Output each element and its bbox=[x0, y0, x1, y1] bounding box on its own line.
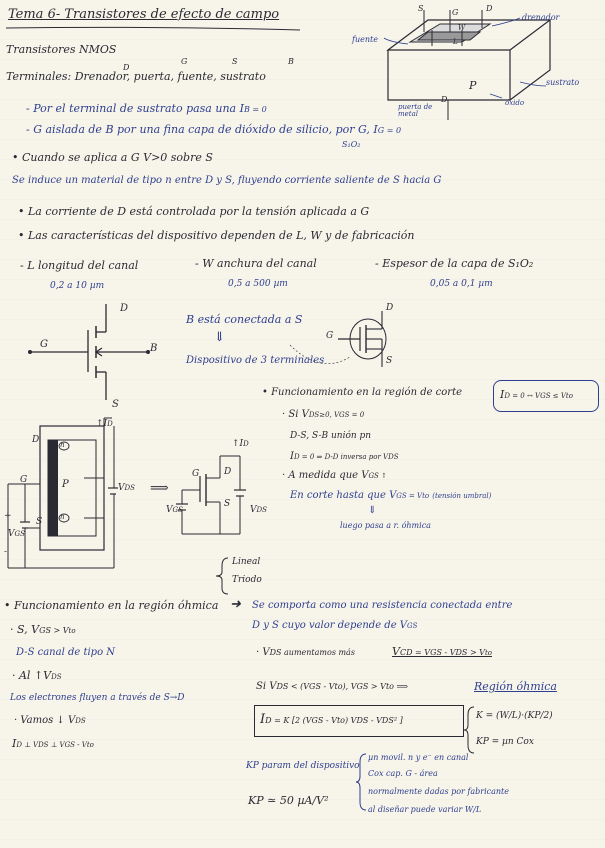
corriente-line: • La corriente de D está controlada por la tensión aplicada a G bbox=[18, 205, 370, 218]
sio2-label: S₁O₂ bbox=[342, 140, 361, 149]
corte-l1: · Si VDS≥0, VGS = 0 bbox=[282, 409, 365, 420]
bullet-sustrato: - Por el terminal de sustrato pasa una IB = 0 bbox=[26, 102, 267, 115]
kp-def: KP = µn Cox bbox=[476, 737, 534, 747]
ohmica-title: • Funcionamiento en la región óhmica bbox=[4, 599, 219, 612]
rc-s: S bbox=[224, 499, 231, 509]
circuit-n-bot: n bbox=[60, 513, 65, 521]
letter-b: B bbox=[288, 57, 294, 66]
fig-fuente: fuente bbox=[352, 35, 378, 44]
kp-brace bbox=[356, 752, 368, 812]
corte-luego: luego pasa a r. óhmica bbox=[340, 521, 431, 530]
circuit-vgs: VGS bbox=[8, 529, 25, 539]
vds-aumentamos: · VDS aumentamos más bbox=[256, 647, 355, 658]
arrow-down: ⇓ bbox=[214, 330, 225, 345]
corte-box-eq: ID = 0 ↔ VGS ≤ Vto bbox=[500, 388, 573, 401]
rc-vgs: VGS bbox=[166, 505, 183, 515]
param-w-range: 0,5 a 500 µm bbox=[228, 279, 288, 289]
fig-drenador: drenador bbox=[522, 13, 560, 22]
bullet-g-aislada: - G aislada de B por una fina capa de dióxido de silicio, por G, IG = 0 bbox=[26, 123, 402, 136]
ohmica-l5: · Vamos ↓ VDS bbox=[14, 715, 86, 726]
fig-d-bottom: D bbox=[441, 95, 448, 104]
fig-p: P bbox=[469, 79, 477, 92]
symbol-b: B bbox=[150, 343, 158, 354]
circuit-minus: - bbox=[4, 547, 8, 557]
ohmica-l6: ID ⊥ VDS ⊥ VGS - Vto bbox=[12, 737, 94, 750]
small-s: S bbox=[386, 356, 393, 366]
ohmica-desc1: Se comporta como una resistencia conectada entre bbox=[252, 600, 513, 611]
param-w: - W anchura del canal bbox=[195, 257, 317, 270]
caracteristicas-line: • Las características del dispositivo dependen de L, W y de fabricación bbox=[18, 229, 415, 242]
formula-id: ID = K [2 (VGS - Vto) VDS - VDS² ] bbox=[260, 712, 403, 727]
rc-id: ↑ID bbox=[232, 439, 249, 449]
rc-d: D bbox=[224, 467, 232, 477]
corte-l2: D-S, S-B unión pn bbox=[290, 431, 372, 441]
corte-title: • Funcionamiento en la región de corte bbox=[262, 387, 463, 398]
corte-l3: ID = 0 ⇒ D-D inversa por VDS bbox=[290, 451, 399, 462]
kp-note-1: µn movil. n y e⁻ en canal bbox=[368, 753, 469, 762]
ohmica-l2: D-S canal de tipo N bbox=[16, 647, 116, 658]
fig-w: W bbox=[458, 24, 466, 32]
fig-oxido: óxido bbox=[505, 99, 525, 107]
ohmica-arrow: ➜ bbox=[230, 597, 241, 612]
rc-vds: VDS bbox=[250, 505, 267, 515]
nmos-heading: Transistores NMOS bbox=[6, 43, 117, 56]
ohmica-l1: · S, VGS > Vto bbox=[10, 623, 76, 636]
circuit-equiv: ⟹ bbox=[150, 481, 169, 496]
ohmica-l4: Los electrones fluyen a través de S→D bbox=[10, 693, 185, 703]
region-ohmica: Región óhmica bbox=[474, 680, 557, 693]
k-brace bbox=[464, 705, 476, 755]
circuit-right bbox=[162, 450, 252, 540]
letter-d: D bbox=[123, 63, 130, 72]
kp-note-2: Cox cap. G - área bbox=[368, 769, 438, 778]
circuit-d: D bbox=[32, 435, 40, 445]
param-l: - L longitud del canal bbox=[20, 259, 139, 272]
ohmica-desc2: D y S cuyo valor depende de VGS bbox=[252, 620, 418, 631]
triodo-label: Triodo bbox=[232, 575, 262, 585]
circuit-vds: VDS bbox=[118, 483, 135, 493]
letter-g: G bbox=[181, 57, 188, 66]
induce-line: Se induce un material de tipo n entre D y S, fluyendo corriente saliente de S hacia G bbox=[12, 175, 442, 186]
kp-param: KP param del dispositivo bbox=[246, 761, 360, 771]
fig-puerta-metal: puerta de metal bbox=[398, 103, 433, 118]
page-title: Tema 6- Transistores de efecto de campo bbox=[8, 7, 280, 22]
param-espesor-range: 0,05 a 0,1 µm bbox=[430, 279, 493, 289]
symbol-g: G bbox=[40, 339, 48, 350]
symbol-s: S bbox=[112, 399, 119, 410]
fig-sustrato: sustrato bbox=[546, 78, 580, 87]
kp-note-4: al diseñar puede variar W/L bbox=[368, 805, 482, 814]
circuit-g: G bbox=[20, 475, 28, 485]
fig-l: L bbox=[453, 38, 458, 46]
k-def: K = (W/L)·(KP/2) bbox=[476, 711, 553, 721]
tres-terminales: Dispositivo de 3 terminales bbox=[186, 355, 325, 366]
lineal-label: Lineal bbox=[232, 557, 261, 567]
letter-s: S bbox=[232, 57, 238, 66]
b-conectada: B está conectada a S bbox=[186, 313, 303, 326]
circuit-plus: + bbox=[4, 511, 12, 521]
param-l-range: 0,2 a 10 µm bbox=[50, 281, 105, 291]
fig-g: G bbox=[452, 8, 459, 17]
nmos-symbol bbox=[30, 300, 160, 410]
vcd-eq: VCD = VGS - VDS > Vto bbox=[392, 645, 492, 658]
rc-g: G bbox=[192, 469, 200, 479]
si-condition: Si VDS < (VGS - Vto), VGS > Vto ⟹ bbox=[256, 681, 408, 692]
fig-s: S bbox=[418, 4, 424, 13]
cuando-line: • Cuando se aplica a G V>0 sobre S bbox=[12, 151, 213, 164]
ohmica-l3: · Al ↑VDS bbox=[12, 669, 62, 682]
kp-note-3: normalmente dadas por fabricante bbox=[368, 787, 509, 796]
kp-approx: KP ≃ 50 µA/V² bbox=[248, 794, 329, 807]
terminales-line: Terminales: Drenador, puerta, fuente, sustrato bbox=[6, 70, 266, 83]
circuit-left bbox=[8, 418, 133, 578]
brace-lineal-triodo bbox=[214, 556, 234, 596]
small-d: D bbox=[386, 303, 394, 313]
circuit-id: ↑ID bbox=[96, 419, 113, 429]
circuit-p: P bbox=[62, 479, 69, 490]
corte-l4: · A medida que VGS ↑ bbox=[282, 470, 387, 481]
param-espesor: - Espesor de la capa de S₁O₂ bbox=[375, 257, 534, 270]
circuit-s: S bbox=[36, 517, 43, 527]
small-symbol bbox=[330, 305, 410, 375]
fig-d: D bbox=[486, 4, 493, 13]
small-g: G bbox=[326, 331, 334, 341]
symbol-d: D bbox=[120, 303, 129, 314]
corte-l5: En corte hasta que VGS = Vto (tensión umbral) bbox=[290, 490, 492, 501]
corte-arrow: ⇓ bbox=[368, 505, 377, 516]
circuit-n-top: n bbox=[60, 441, 65, 449]
